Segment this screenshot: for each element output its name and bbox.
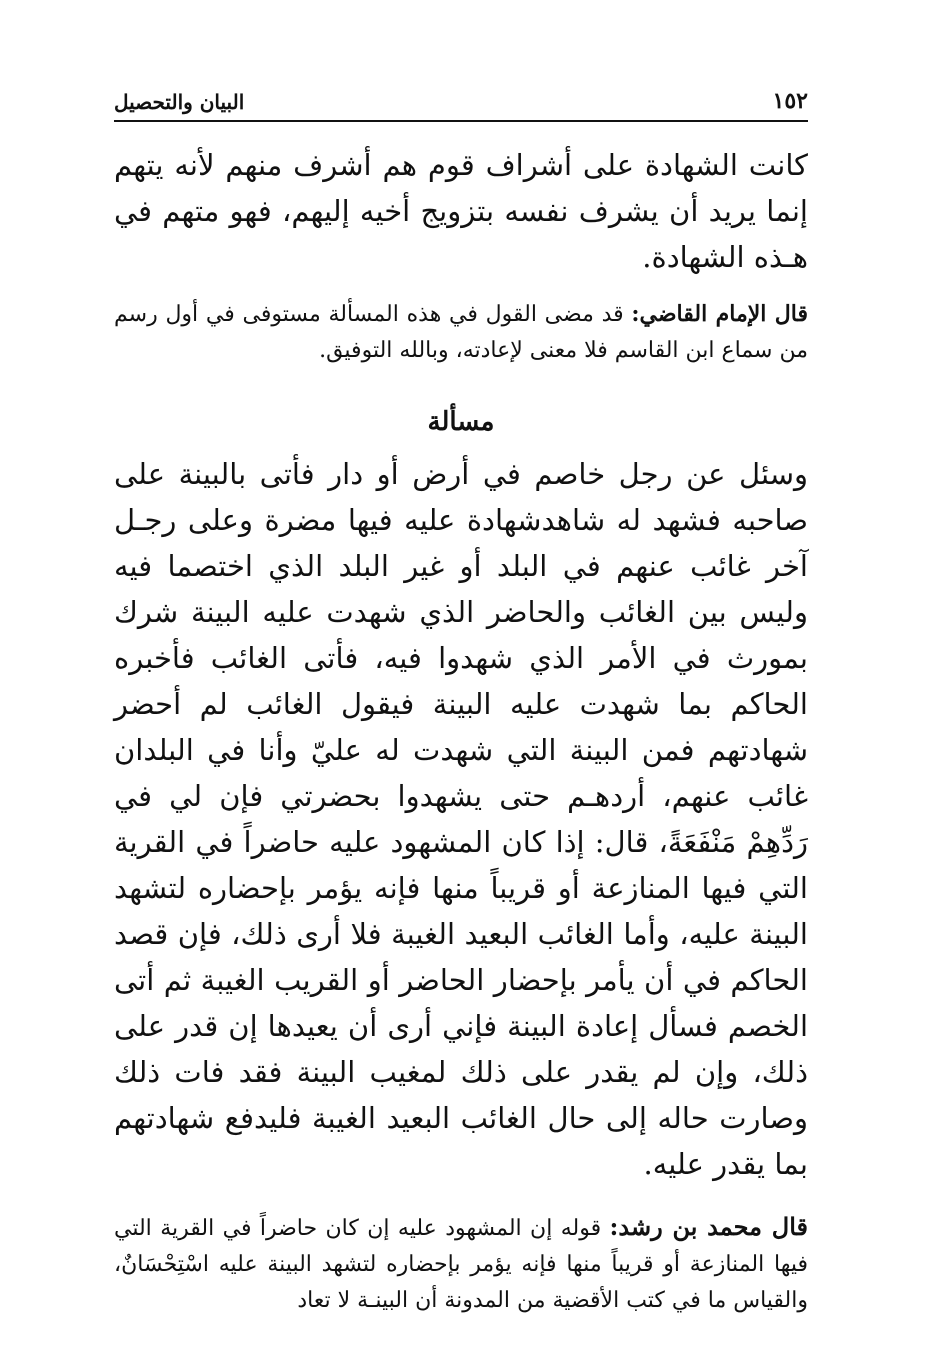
paragraph-3-text: وسئل عن رجل خاصم في أرض أو دار فأتى بالبينة على صاحبه فشهد له شاهدشهادة عليه فيها مضرة وعلى رجـل آخر غائب عنهم في البلد أو غير البلد الذي اختصما فيه وليس بين الغائب والحاضر الذي شهدت عليه البينة شرك بمورث في الأمر الذي شهدوا فيه، فأتى الغائب فأخبره الحاكم بما شهدت عليه البينة فيقول الغائب لم أحضر شهادتهم فمن البينة التي شهدت له عليّ وأنا في البلدان غائب عنهم، أردهـم حتى يشهدوا بحضرتي فإن لي في رَدِّهِمْ مَنْفَعَةً، قال: إذا كان المشهود عليه حاضراً في القرية التي فيها المنازعة أو قريباً منها فإنه يؤمر بإحضاره لتشهد البينة عليه، وأما الغائب البعيد الغيبة فلا أرى ذلك، فإن قصد الحاكم في أن يأمر بإحضار الحاضر أو القريب الغيبة ثم أتى الخصم فسأل إعادة البينة فإني أرى أن يعيدها إن قدر على ذلك، وإن لم يقدر على ذلك لمغيب البينة فقد فات ذلك وصارت حاله إلى حال الغائب البعيد الغيبة فليدفع شهادتهم بما يقدر عليه. [114,457,808,1181]
paragraph-1 [114,142,808,280]
paragraph-4 [114,1209,808,1319]
paragraph-2-text: قد مضى القول في هذه المسألة مستوفى في أول رسم من سماع ابن القاسم فلا معنى لإعادته، وبالله التوفيق. [114,302,808,363]
speaker-label: قال الإمام القاضي: [631,301,808,327]
page-number: ١٥٢ [772,88,808,114]
running-header [114,82,808,122]
paragraph-3 [114,451,808,1187]
book-title: البيان والتحصيل [114,90,245,114]
paragraph-1-text: كانت الشهادة على أشراف قوم هم أشرف منهم لأنه يتهم إنما يريد أن يشرف نفسه بتزويج أخيه إليهم، فهو متهم في هـذه الشهادة. [114,148,808,274]
paragraph-4-text: قوله إن المشهود عليه إن كان حاضراً في القرية التي فيها المنازعة أو قريباً منها فإنه يؤمر بإحضاره لتشهد البينة عليه اسْتِحْسَانٌ، والقياس ما في كتب الأقضية من المدونة أن البينـة لا تعاد [114,1216,808,1313]
section-heading: مسألة [427,407,495,437]
paragraph-2 [114,296,808,369]
speaker-label: قال محمد بن رشد: [609,1212,808,1241]
